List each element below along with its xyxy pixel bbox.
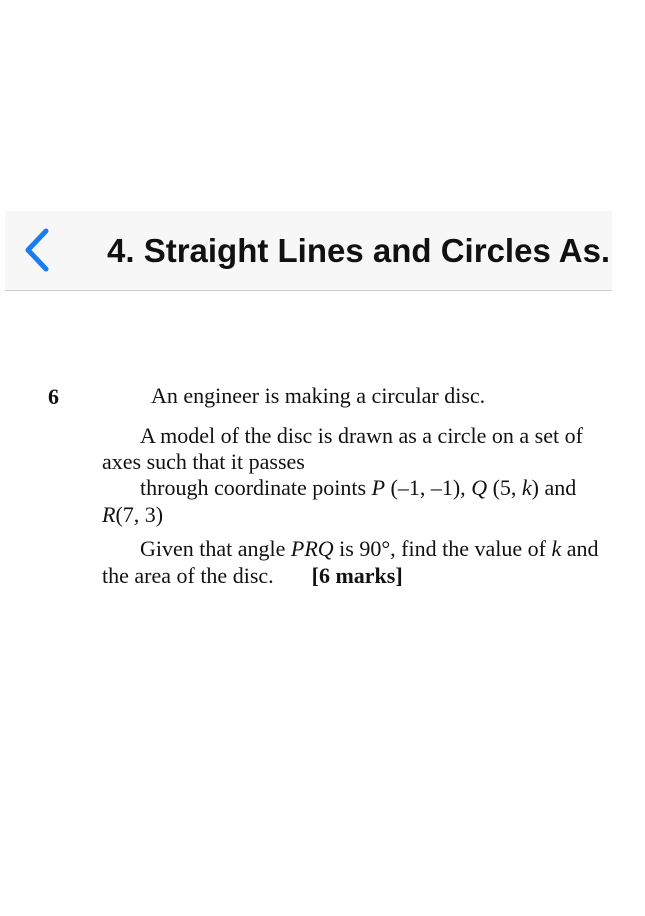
- question-number: 6: [48, 384, 59, 409]
- question-intro-text: An engineer is making a circular disc.: [151, 383, 486, 408]
- question-text: is 90°, find the value of: [333, 536, 552, 561]
- point-q-coordinates-start: (5,: [487, 475, 522, 500]
- question-text: and: [561, 536, 599, 561]
- point-label-r: R: [102, 502, 116, 527]
- question-text: A model of the disc is drawn as a circle on a set of: [140, 423, 583, 448]
- question-paragraph-2-line-2: [102, 449, 622, 475]
- back-button[interactable]: [15, 223, 59, 277]
- question-paragraph-3-line-1: [140, 536, 645, 562]
- variable-k: k: [521, 475, 532, 500]
- question-text: the area of the disc.: [102, 563, 274, 588]
- question-paragraph-2-line-3: [140, 475, 645, 501]
- marks-label: [6 marks]: [311, 563, 403, 588]
- question-text: through coordinate points: [140, 475, 372, 500]
- variable-k: k: [551, 536, 562, 561]
- point-p-coordinates: (–1, –1),: [385, 475, 472, 500]
- point-label-p: P: [371, 475, 386, 500]
- question-paragraph-2-line-1: [140, 423, 645, 449]
- question-intro: [151, 383, 645, 409]
- angle-label-prq: PRQ: [290, 536, 334, 561]
- point-q-coordinates-end: ) and: [531, 475, 577, 500]
- question-paragraph-3-line-2: [102, 563, 622, 589]
- point-r-coordinates: (7, 3): [115, 502, 164, 527]
- question-paragraph-2-line-4: [102, 502, 622, 528]
- navigation-bar: [5, 211, 612, 291]
- point-label-q: Q: [471, 475, 488, 500]
- question-text: axes such that it passes: [102, 449, 305, 474]
- page-title: 4. Straight Lines and Circles As.: [107, 232, 611, 269]
- chevron-left-icon: [24, 228, 50, 272]
- question-text: Given that angle: [140, 536, 291, 561]
